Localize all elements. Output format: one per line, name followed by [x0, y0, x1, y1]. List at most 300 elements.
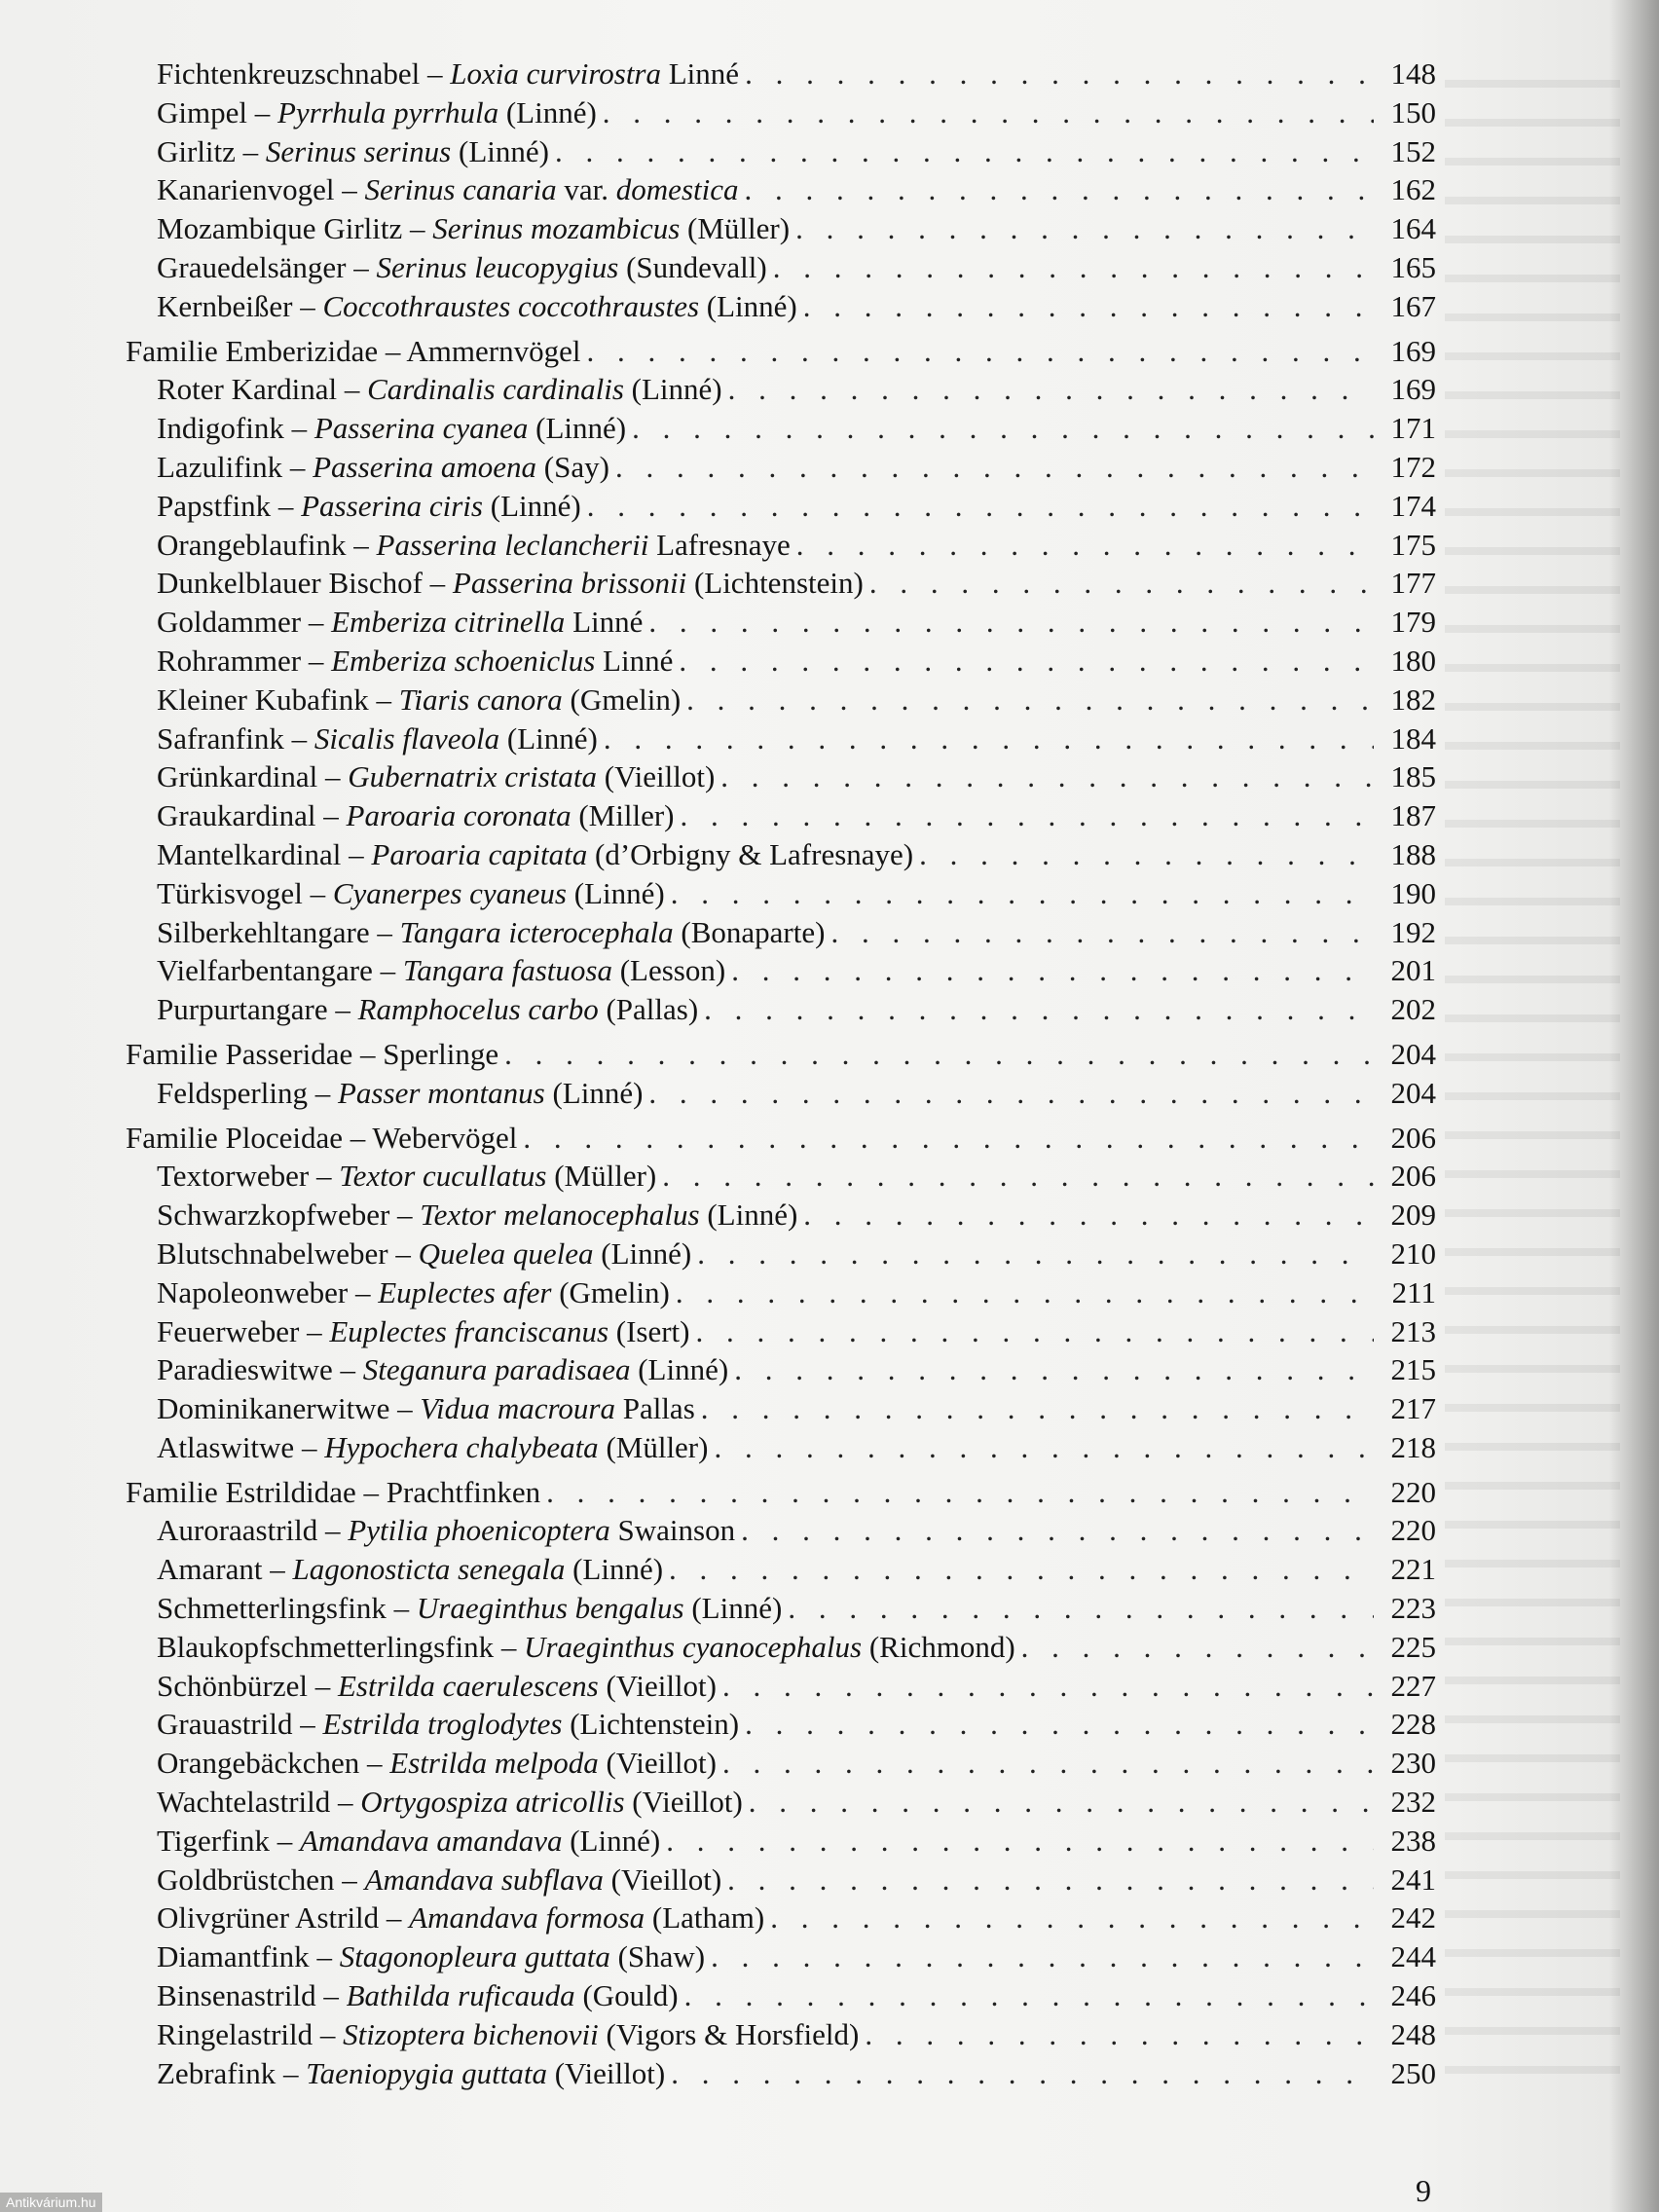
common-name: Atlaswitwe [157, 1429, 295, 1464]
common-name: Grauedelsänger [157, 249, 347, 284]
dash-separator: – [315, 798, 347, 833]
dash-separator: – [389, 1391, 421, 1426]
author-citation: (Linné) [707, 1198, 798, 1233]
page-ref: 209 [1390, 1198, 1436, 1233]
dash-separator: – [332, 1352, 363, 1387]
toc-entry-title [157, 2054, 665, 2093]
dash-separator: – [330, 1785, 361, 1820]
author-citation: (Linné) [573, 875, 665, 910]
toc-species-row [122, 2054, 1436, 2093]
common-name: Vielfarbentangare [157, 953, 373, 988]
author-citation: (Gmelin) [559, 1274, 670, 1309]
common-name: Orangebäckchen [157, 1746, 360, 1781]
common-name: Mantelkardinal [157, 836, 342, 871]
dash-separator: – [313, 2016, 344, 2051]
scientific-name: Stagonopleura guttata [339, 1939, 610, 1974]
page-ref: 217 [1390, 1391, 1436, 1426]
toc-species-row [122, 1628, 1436, 1667]
family-heading: Familie Emberizidae – Ammernvögel [126, 333, 581, 368]
dash-separator: – [235, 133, 266, 168]
common-name: Fichtenkreuzschnabel [157, 56, 421, 91]
scientific-name: Bathilda ruficauda [346, 1978, 575, 2013]
common-name: Napoleonweber [157, 1274, 349, 1309]
toc-entry-title [157, 1976, 679, 2015]
common-name: Kanarienvogel [157, 172, 335, 207]
toc-entry-title [126, 1119, 517, 1158]
dash-separator: – [262, 1552, 293, 1587]
dash-separator: – [308, 1075, 338, 1110]
scientific-name: Tiaris canora [398, 682, 563, 717]
toc-species-row [122, 796, 1436, 835]
scientific-name: Tangara icterocephala [399, 914, 674, 949]
dot-leader [795, 209, 1374, 248]
toc-species-row [122, 642, 1436, 681]
author-citation: (Müller) [687, 211, 791, 246]
author-citation: (Gould) [582, 1978, 679, 2013]
dash-separator: – [372, 953, 403, 988]
page-ref: 232 [1390, 1785, 1436, 1820]
dash-separator: – [282, 449, 313, 484]
page-ref: 169 [1390, 333, 1436, 368]
page-ref: 152 [1390, 133, 1436, 168]
scientific-name: Tangara fastuosa [402, 953, 612, 988]
scientific-name: Textor cucullatus [339, 1159, 547, 1194]
toc-species-row [122, 990, 1436, 1029]
dot-leader [770, 1899, 1374, 1937]
dot-leader [684, 1976, 1374, 2015]
toc-species-row [122, 1157, 1436, 1196]
common-name: Lazulifink [157, 449, 283, 484]
toc-entry-title [157, 209, 790, 248]
dash-separator: – [315, 1978, 347, 2013]
author-citation: (Linné) [638, 1352, 729, 1387]
toc-entry-title [157, 1389, 695, 1428]
dot-leader [745, 1705, 1374, 1744]
toc-family-row [122, 1119, 1436, 1158]
scientific-name: Uraeginthus bengalus [416, 1591, 684, 1626]
toc-entry-title [126, 1035, 498, 1074]
scientific-name: Loxia curvirostra [450, 56, 661, 91]
page-ref: 172 [1390, 449, 1436, 484]
toc-entry-title [157, 990, 698, 1029]
author-citation: (Pallas) [606, 992, 699, 1027]
toc-species-row [122, 1976, 1436, 2015]
dot-leader [741, 1511, 1374, 1550]
page-ref: 246 [1390, 1978, 1436, 2013]
scientific-name: Coccothraustes coccothraustes [322, 288, 700, 323]
dot-leader [734, 1350, 1374, 1389]
common-name: Gimpel [157, 94, 247, 129]
toc-entry-title [157, 1157, 656, 1196]
page-ref: 202 [1390, 992, 1436, 1027]
toc-entry-title [157, 951, 725, 990]
common-name: Silberkehltangare [157, 914, 370, 949]
common-name: Tigerfink [157, 1823, 270, 1858]
scientific-name: Paroaria coronata [346, 798, 571, 833]
dot-leader [662, 1157, 1374, 1196]
dot-leader [681, 796, 1375, 835]
author-citation: (Vigors & Horsfield) [606, 2016, 860, 2051]
dash-separator: – [368, 682, 399, 717]
toc-species-row [122, 1899, 1436, 1937]
dash-separator: – [302, 875, 333, 910]
page-ref: 165 [1390, 249, 1436, 284]
dot-leader [587, 487, 1374, 526]
toc-entry-title [157, 1235, 691, 1273]
scientific-name: Euplectes franciscanus [329, 1313, 609, 1348]
dash-separator: – [359, 1746, 390, 1781]
author-citation: (Vieillot) [610, 1862, 722, 1897]
scientific-name: Vidua macroura [420, 1391, 615, 1426]
toc-species-row [122, 1273, 1436, 1312]
scientific-name: Ortygospiza atricollis [360, 1785, 625, 1820]
author-citation: (Müller) [606, 1429, 709, 1464]
toc-species-row [122, 1744, 1436, 1783]
toc-entry-title [157, 719, 598, 758]
scientific-name: Serinus serinus [265, 133, 452, 168]
dot-leader [523, 1119, 1374, 1158]
toc-entry-title [157, 409, 626, 448]
page-ref: 169 [1390, 372, 1436, 407]
common-name: Türkisvogel [157, 875, 303, 910]
toc-entry-title [157, 1937, 705, 1976]
toc-species-row [122, 1511, 1436, 1550]
author-citation: (Linné) [505, 94, 597, 129]
dot-leader [773, 248, 1374, 287]
dash-separator: – [346, 249, 377, 284]
scientific-name: Taeniopygia guttata [306, 2055, 547, 2090]
dot-leader [546, 1473, 1374, 1512]
author-citation: (Latham) [651, 1900, 765, 1936]
family-heading: Familie Estrildidae – Prachtfinken [126, 1474, 541, 1509]
author-citation: (Vieillot) [604, 759, 716, 794]
family-heading: Familie Ploceidae – Webervögel [126, 1120, 518, 1155]
author-citation: (Linné) [490, 488, 581, 523]
toc-species-row [122, 1074, 1436, 1113]
toc-entry-title [157, 132, 549, 171]
page-ref: 167 [1390, 288, 1436, 323]
common-name: Amarant [157, 1552, 263, 1587]
toc-species-row [122, 1196, 1436, 1235]
toc-entry-title [157, 1273, 670, 1312]
scientific-name: Serinus leucopygius [376, 249, 619, 284]
toc-entry-title [157, 1822, 660, 1861]
toc-entry-title [157, 1428, 708, 1467]
page-ref: 150 [1390, 94, 1436, 129]
toc-species-row [122, 1589, 1436, 1628]
toc-species-row [122, 1861, 1436, 1899]
scientific-name: Passerina cyanea [313, 411, 529, 446]
page-ref: 210 [1390, 1235, 1436, 1271]
author-citation: (Richmond) [868, 1629, 1015, 1664]
common-name: Papstfink [157, 488, 272, 523]
common-name: Feldsperling [157, 1075, 308, 1110]
common-name: Olivgrüner Astrild [157, 1900, 380, 1936]
author-citation: (Linné) [706, 288, 797, 323]
dash-separator: – [494, 1629, 525, 1664]
dash-separator: – [269, 1823, 300, 1858]
common-name: Goldbrüstchen [157, 1862, 335, 1897]
author-citation: (d’Orbigny & Lafresnaye) [595, 836, 914, 871]
toc-entry-title [157, 1074, 643, 1113]
dot-leader [796, 526, 1374, 565]
toc-entry-title [157, 1705, 739, 1744]
dot-leader [788, 1589, 1374, 1628]
common-name: Grauastrild [157, 1707, 293, 1742]
toc-entry-title [157, 2015, 859, 2054]
scientific-name: Textor melanocephalus [420, 1198, 700, 1233]
page-ref: 182 [1390, 682, 1436, 717]
toc-species-row [122, 757, 1436, 796]
common-name: Zebrafink [157, 2055, 276, 2090]
dash-separator: – [348, 1274, 379, 1309]
toc-entry-title [157, 248, 767, 287]
page-ref: 221 [1390, 1552, 1436, 1587]
dot-leader [830, 913, 1374, 952]
page-ref: 192 [1390, 914, 1436, 949]
dot-leader [696, 1312, 1375, 1351]
author-citation: (Linné) [459, 133, 549, 168]
toc-entry-title [157, 1899, 764, 1937]
toc-species-row [122, 409, 1436, 448]
author-citation: (Linné) [506, 720, 598, 756]
page-ref: 223 [1390, 1591, 1436, 1626]
page-ref: 206 [1390, 1159, 1436, 1194]
author-citation: (Vieillot) [606, 1746, 717, 1781]
toc-species-row [122, 55, 1436, 93]
scientific-name: Estrilda melpoda [389, 1746, 599, 1781]
author-citation: (Miller) [578, 798, 675, 833]
toc-entry-title [157, 1744, 717, 1783]
page-ref: 241 [1390, 1862, 1436, 1897]
toc-species-row [122, 564, 1436, 603]
dash-separator: – [301, 643, 332, 678]
scientific-name-variety: domestica [615, 172, 739, 207]
toc-species-row [122, 287, 1436, 326]
author-citation: (Linné) [572, 1552, 664, 1587]
toc-species-row [122, 248, 1436, 287]
dash-separator: – [389, 1198, 421, 1233]
toc-entry-title [157, 370, 722, 409]
author-citation: (Vieillot) [554, 2055, 666, 2090]
page-ref: 225 [1390, 1629, 1436, 1664]
toc-entry-title [157, 874, 665, 913]
common-name: Kernbeißer [157, 288, 293, 323]
author-citation: (Say) [543, 449, 609, 484]
toc-entry-title [157, 287, 797, 326]
page-ref: 187 [1390, 798, 1436, 833]
dash-separator: – [369, 914, 400, 949]
toc-species-row [122, 719, 1436, 758]
toc-species-row [122, 1783, 1436, 1822]
common-name: Blutschnabelweber [157, 1235, 388, 1271]
page-ref: 190 [1390, 875, 1436, 910]
dot-leader [727, 1861, 1374, 1899]
toc-species-row [122, 1235, 1436, 1273]
page-ref: 174 [1390, 488, 1436, 523]
dot-leader [604, 719, 1374, 758]
page-ref: 180 [1390, 643, 1436, 678]
scientific-name: Gubernatrix cristata [348, 759, 598, 794]
toc-species-row [122, 370, 1436, 409]
dash-separator: – [341, 836, 372, 871]
toc-entry-title [126, 1473, 540, 1512]
author-citation: Lafresnaye [656, 527, 791, 562]
page-ref: 250 [1390, 2055, 1436, 2090]
toc-species-row [122, 448, 1436, 487]
toc-entry-title [157, 1628, 1015, 1667]
common-name: Paradieswitwe [157, 1352, 333, 1387]
author-citation: (Shaw) [617, 1939, 706, 1974]
dash-separator: – [292, 1707, 323, 1742]
author-citation: (Gmelin) [570, 682, 682, 717]
author-citation: (Lesson) [619, 953, 726, 988]
page-ref: 177 [1390, 566, 1436, 601]
scientific-name: Hypochera chalybeata [324, 1429, 599, 1464]
author-citation: Linné [668, 56, 740, 91]
toc-species-row [122, 526, 1436, 565]
dot-leader [869, 564, 1374, 603]
toc-family-row [122, 1035, 1436, 1074]
toc-species-row [122, 209, 1436, 248]
page-ref: 188 [1390, 836, 1436, 871]
toc-entry-title [157, 603, 643, 642]
toc-species-row [122, 1705, 1436, 1744]
page-ref: 220 [1390, 1513, 1436, 1548]
page-ref: 218 [1390, 1429, 1436, 1464]
dash-separator: – [283, 720, 314, 756]
page-ref: 204 [1390, 1036, 1436, 1071]
author-citation: (Isert) [615, 1313, 690, 1348]
author-citation: Swainson [617, 1513, 736, 1548]
dash-separator: – [292, 288, 323, 323]
dash-separator: – [422, 566, 453, 601]
page-ref: 179 [1390, 605, 1436, 640]
author-citation: (Müller) [554, 1159, 657, 1194]
table-of-contents [122, 55, 1436, 2092]
page-ref: 238 [1390, 1823, 1436, 1858]
page-ref: 184 [1390, 720, 1436, 756]
dash-separator: – [334, 1862, 365, 1897]
toc-species-row [122, 170, 1436, 209]
common-name: Auroraastrild [157, 1513, 318, 1548]
toc-entry-title [157, 1350, 728, 1389]
dot-leader [603, 93, 1374, 132]
toc-entry-title [157, 796, 675, 835]
dash-separator: – [307, 1668, 338, 1703]
author-citation: (Sundevall) [626, 249, 767, 284]
common-name: Feuerweber [157, 1313, 300, 1348]
common-name: Mozambique Girlitz [157, 211, 403, 246]
common-name: Rohrammer [157, 643, 302, 678]
dot-leader [666, 1822, 1374, 1861]
toc-entry-title [157, 564, 864, 603]
page-ref: 211 [1391, 1274, 1436, 1309]
dash-separator: – [294, 1429, 325, 1464]
scientific-name: Ramphocelus carbo [357, 992, 599, 1027]
toc-entry-title [157, 93, 597, 132]
dash-separator: – [299, 1313, 330, 1348]
dash-separator: – [386, 1591, 417, 1626]
dot-leader [632, 409, 1374, 448]
toc-species-row [122, 487, 1436, 526]
common-name: Goldammer [157, 605, 302, 640]
scientific-name: Amandava subflava [364, 1862, 604, 1897]
toc-entry-title [157, 1667, 717, 1706]
page-ref: 148 [1390, 56, 1436, 91]
author-citation: (Linné) [570, 1823, 661, 1858]
dot-leader [671, 2054, 1374, 2093]
toc-entry-title [157, 835, 913, 874]
dash-separator: – [387, 1235, 419, 1271]
common-name: Grünkardinal [157, 759, 318, 794]
common-name: Blaukopfschmetterlingsfink [157, 1629, 495, 1664]
author-citation: (Linné) [535, 411, 627, 446]
page-ref: 162 [1390, 172, 1436, 207]
dash-separator: – [327, 992, 358, 1027]
page-ref: 244 [1390, 1939, 1436, 1974]
dot-leader [745, 170, 1375, 209]
scientific-name: Passerina ciris [301, 488, 483, 523]
scientific-name: Emberiza schoeniclus [331, 643, 596, 678]
toc-entry-title [157, 1783, 743, 1822]
common-name: Ringelastrild [157, 2016, 313, 2051]
dot-leader [704, 990, 1374, 1029]
common-name: Purpurtangare [157, 992, 328, 1027]
dot-leader [749, 1783, 1374, 1822]
common-name: Orangeblaufink [157, 527, 347, 562]
dot-leader [1021, 1628, 1374, 1667]
dash-separator: – [334, 172, 365, 207]
scientific-name: Cardinalis cardinalis [367, 372, 624, 407]
author-citation: (Linné) [601, 1235, 692, 1271]
toc-entry-title [157, 487, 581, 526]
scientific-name: Uraeginthus cyanocephalus [524, 1629, 863, 1664]
dash-separator: – [317, 1513, 349, 1548]
common-name: Safranfink [157, 720, 284, 756]
family-heading: Familie Passeridae – Sperlinge [126, 1036, 499, 1071]
scientific-name: Estrilda troglodytes [322, 1707, 563, 1742]
toc-species-row [122, 835, 1436, 874]
scientific-name: Serinus canaria [364, 172, 557, 207]
dot-leader [686, 681, 1374, 719]
dot-leader [803, 1196, 1374, 1235]
dot-leader [722, 1667, 1374, 1706]
author-citation: (Vieillot) [606, 1668, 717, 1703]
toc-species-row [122, 93, 1436, 132]
toc-family-row [122, 1473, 1436, 1512]
scientific-name: Passerina leclancherii [376, 527, 649, 562]
dash-separator: – [346, 527, 377, 562]
toc-species-row [122, 681, 1436, 719]
dash-separator: – [271, 488, 302, 523]
toc-entry-title [157, 913, 825, 952]
toc-species-row [122, 951, 1436, 990]
common-name: Schmetterlingsfink [157, 1591, 387, 1626]
scientific-name: Pyrrhula pyrrhula [277, 94, 499, 129]
author-citation: Linné [603, 643, 674, 678]
show-through-text [1445, 58, 1620, 2103]
page-ref: 228 [1390, 1707, 1436, 1742]
toc-entry-title [157, 642, 673, 681]
dot-leader [679, 642, 1374, 681]
dot-leader [803, 287, 1374, 326]
dot-leader [697, 1235, 1374, 1273]
scientific-name: Lagonosticta senegala [292, 1552, 566, 1587]
dash-separator: – [337, 372, 368, 407]
scientific-name: Amandava amandava [299, 1823, 563, 1858]
dot-leader [714, 1428, 1374, 1467]
